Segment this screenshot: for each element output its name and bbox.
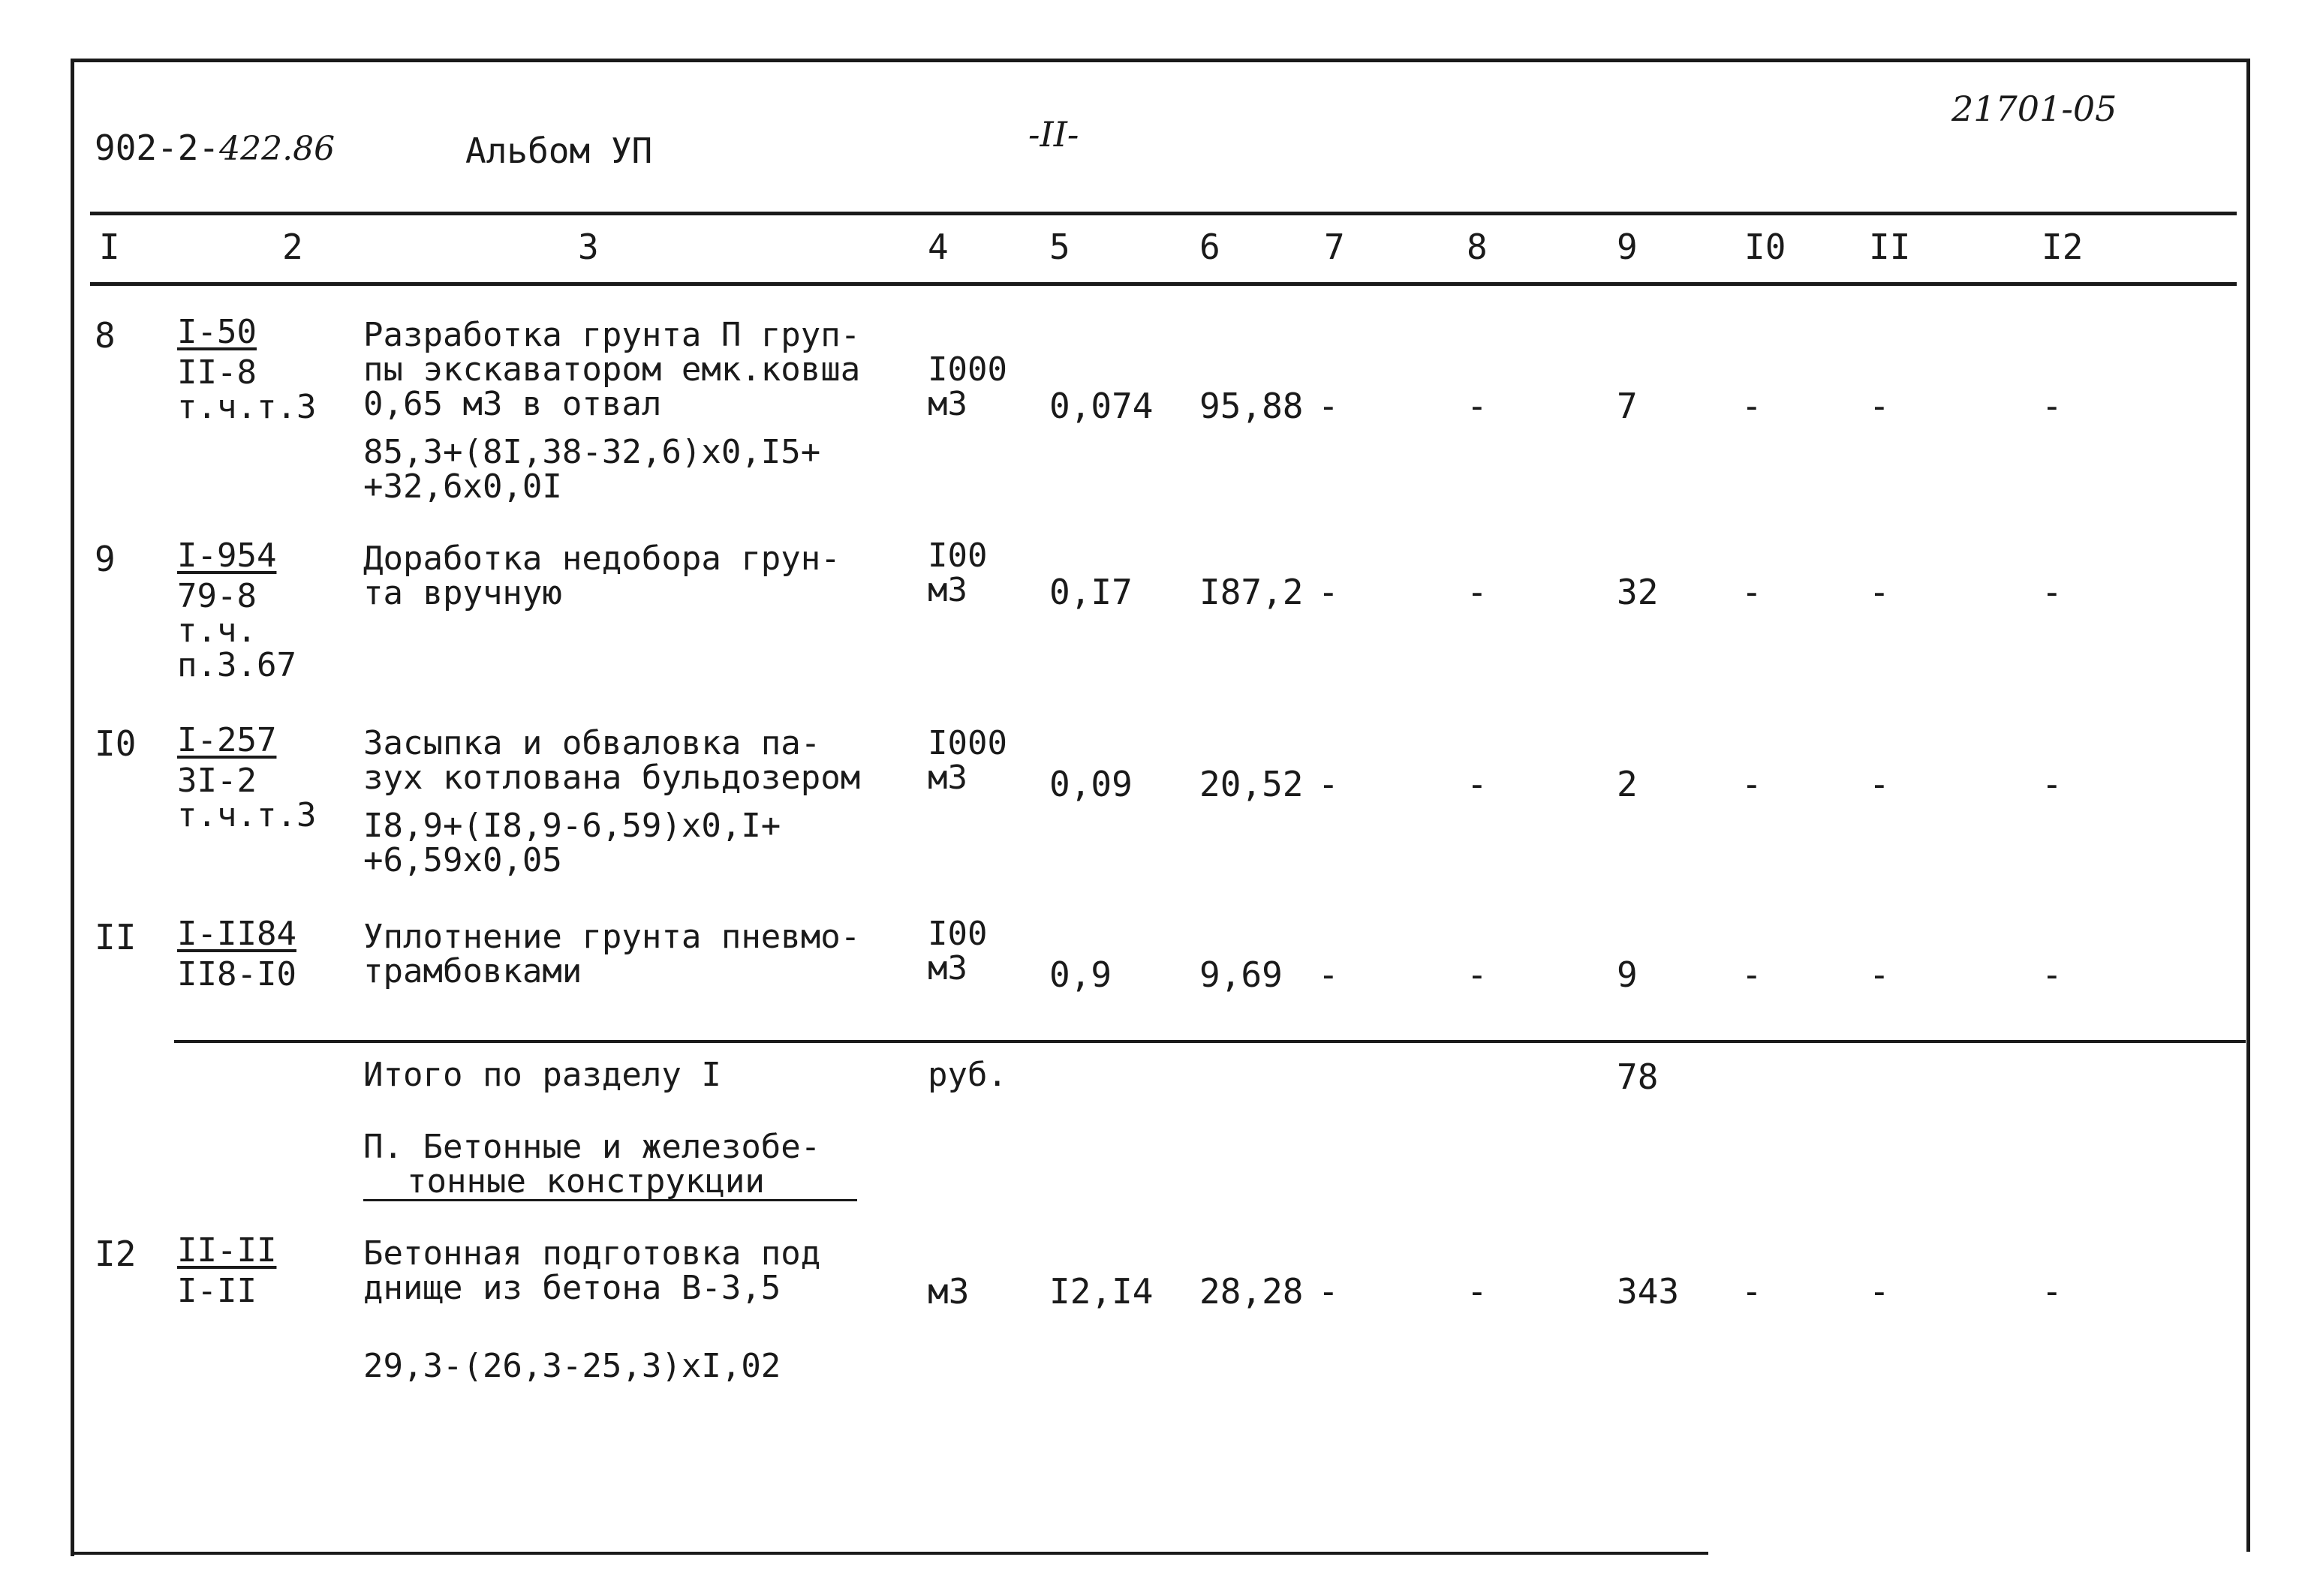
doc-code	[95, 128, 335, 168]
description-line: зух котлована бульдозером	[363, 759, 861, 797]
row-quantity: 0,074	[1049, 386, 1154, 426]
norm-ref: I-II	[177, 1272, 257, 1310]
description-line: Разработка грунта П груп-	[363, 316, 861, 354]
row-col12: -	[2042, 764, 2063, 804]
doc-code-handwritten: 422.86	[219, 130, 336, 168]
row-col12: -	[2042, 1271, 2063, 1312]
row-col7: -	[1318, 386, 1339, 426]
row-total: 32	[1617, 572, 1659, 612]
description-line: Уплотнение грунта пневмо-	[363, 918, 861, 956]
row-unit	[928, 539, 987, 608]
row-description	[363, 920, 860, 989]
unit-multiplier: I000	[928, 724, 1007, 762]
row-col10: -	[1741, 764, 1762, 804]
row-number: I2	[95, 1234, 137, 1274]
column-header: 5	[1049, 227, 1070, 267]
frame-bottom-line	[72, 1552, 1708, 1555]
row-code	[177, 723, 316, 833]
row-col8: -	[1467, 954, 1488, 995]
norm-ref: II-8	[177, 353, 257, 392]
row-unit: м3	[928, 1271, 970, 1312]
row-col11: -	[1869, 954, 1890, 995]
row-formula: 29,3-(26,3-25,3)xI,02	[363, 1347, 781, 1385]
norm-table: т.ч.	[177, 612, 257, 650]
description-line: трамбовками	[363, 952, 582, 990]
row-price: 95,88	[1199, 386, 1304, 426]
row-price: 28,28	[1199, 1271, 1304, 1312]
unit-measure: м3	[928, 571, 967, 609]
norm-ref: 3I-2	[177, 762, 257, 800]
column-header: I	[99, 227, 120, 267]
norm-code: I-50	[177, 313, 257, 351]
norm-ref: 79-8	[177, 577, 257, 615]
row-col12: -	[2042, 386, 2063, 426]
subtotal-value: 78	[1617, 1056, 1659, 1097]
formula-line: +32,6x0,0I	[363, 467, 562, 506]
description-line: та вручную	[363, 574, 562, 612]
row-col11: -	[1869, 764, 1890, 804]
column-header-top-line	[90, 212, 2237, 215]
doc-code-prefix: 902-2-	[95, 128, 220, 168]
row-description	[363, 542, 841, 611]
row-number: I0	[95, 723, 137, 764]
norm-code: I-257	[177, 721, 277, 759]
description-line: Засыпка и обваловка па-	[363, 724, 821, 762]
row-total: 7	[1617, 386, 1638, 426]
column-header: 6	[1199, 227, 1220, 267]
row-code	[177, 315, 316, 425]
row-col11: -	[1869, 1271, 1890, 1312]
frame-top-line	[72, 59, 2249, 62]
description-line: днище из бетона В-3,5	[363, 1269, 781, 1307]
norm-code: I-II84	[177, 915, 296, 953]
row-col8: -	[1467, 1271, 1488, 1312]
row-col7: -	[1318, 1271, 1339, 1312]
column-header: 3	[578, 227, 599, 267]
row-col11: -	[1869, 572, 1890, 612]
row-price: I87,2	[1199, 572, 1304, 612]
unit-multiplier: I00	[928, 537, 988, 575]
unit-multiplier: I00	[928, 915, 988, 953]
formula-line: 85,3+(8I,38-32,6)x0,I5+	[363, 433, 821, 471]
row-number: 9	[95, 539, 116, 579]
subtotal-unit: руб.	[928, 1056, 1007, 1094]
row-col7: -	[1318, 764, 1339, 804]
row-number: II	[95, 917, 137, 957]
row-quantity: 0,09	[1049, 764, 1133, 804]
column-header: 2	[282, 227, 303, 267]
subtotal-label: Итого по разделу I	[363, 1056, 721, 1094]
frame-right-line	[2246, 59, 2250, 1552]
subtotal-divider	[174, 1040, 2246, 1043]
registry-number: 21701-05	[1951, 89, 2117, 129]
row-col10: -	[1741, 1271, 1762, 1312]
row-total: 343	[1617, 1271, 1680, 1312]
norm-table: т.ч.т.3	[177, 796, 317, 834]
column-header: 4	[928, 227, 949, 267]
row-col7: -	[1318, 572, 1339, 612]
column-header: 7	[1324, 227, 1345, 267]
row-col10: -	[1741, 954, 1762, 995]
norm-table: т.ч.т.3	[177, 388, 317, 426]
row-description	[363, 726, 860, 878]
row-col8: -	[1467, 386, 1488, 426]
norm-code: I-954	[177, 537, 277, 575]
row-col8: -	[1467, 572, 1488, 612]
unit-measure: м3	[928, 949, 967, 987]
row-total: 9	[1617, 954, 1638, 995]
formula-line: +6,59x0,05	[363, 841, 562, 879]
section-title	[363, 1130, 857, 1201]
row-description	[363, 1234, 821, 1307]
section-title-line: тонные конструкции	[363, 1165, 857, 1201]
row-price: 9,69	[1199, 954, 1283, 995]
column-header: 9	[1617, 227, 1638, 267]
norm-code: II-II	[177, 1231, 277, 1270]
row-code	[177, 917, 305, 992]
row-description	[363, 318, 860, 504]
row-unit	[928, 726, 1007, 795]
unit-measure: м3	[928, 759, 967, 797]
page-number: -II-	[1028, 114, 1079, 155]
column-header-bottom-line	[90, 282, 2237, 286]
row-quantity: I2,I4	[1049, 1271, 1154, 1312]
row-col7: -	[1318, 954, 1339, 995]
row-number: 8	[95, 315, 116, 356]
description-line: 0,65 м3 в отвал	[363, 385, 662, 423]
row-code	[177, 539, 305, 683]
unit-measure: м3	[928, 385, 967, 423]
column-header: II	[1869, 227, 1911, 267]
row-col11: -	[1869, 386, 1890, 426]
frame-left-line	[71, 59, 74, 1556]
norm-paragraph: п.3.67	[177, 646, 296, 684]
row-col12: -	[2042, 954, 2063, 995]
column-header: I0	[1744, 227, 1786, 267]
row-code	[177, 1231, 290, 1310]
description-line: пы экскаватором емк.ковша	[363, 350, 861, 389]
column-header: 8	[1467, 227, 1488, 267]
formula-line: I8,9+(I8,9-6,59)x0,I+	[363, 807, 781, 845]
album-label: Альбом УП	[465, 131, 653, 171]
description-line: Доработка недобора грун-	[363, 540, 841, 578]
unit-multiplier: I000	[928, 350, 1007, 389]
row-quantity: 0,I7	[1049, 572, 1133, 612]
row-total: 2	[1617, 764, 1638, 804]
row-col8: -	[1467, 764, 1488, 804]
row-quantity: 0,9	[1049, 954, 1112, 995]
row-col12: -	[2042, 572, 2063, 612]
norm-ref: II8-I0	[177, 955, 296, 993]
row-unit	[928, 350, 1007, 423]
column-header: I2	[2042, 227, 2084, 267]
section-title-line: П. Бетонные и железобе-	[363, 1128, 821, 1166]
row-col10: -	[1741, 572, 1762, 612]
description-line: Бетонная подготовка под	[363, 1234, 821, 1273]
row-price: 20,52	[1199, 764, 1304, 804]
row-col10: -	[1741, 386, 1762, 426]
row-unit	[928, 917, 987, 986]
